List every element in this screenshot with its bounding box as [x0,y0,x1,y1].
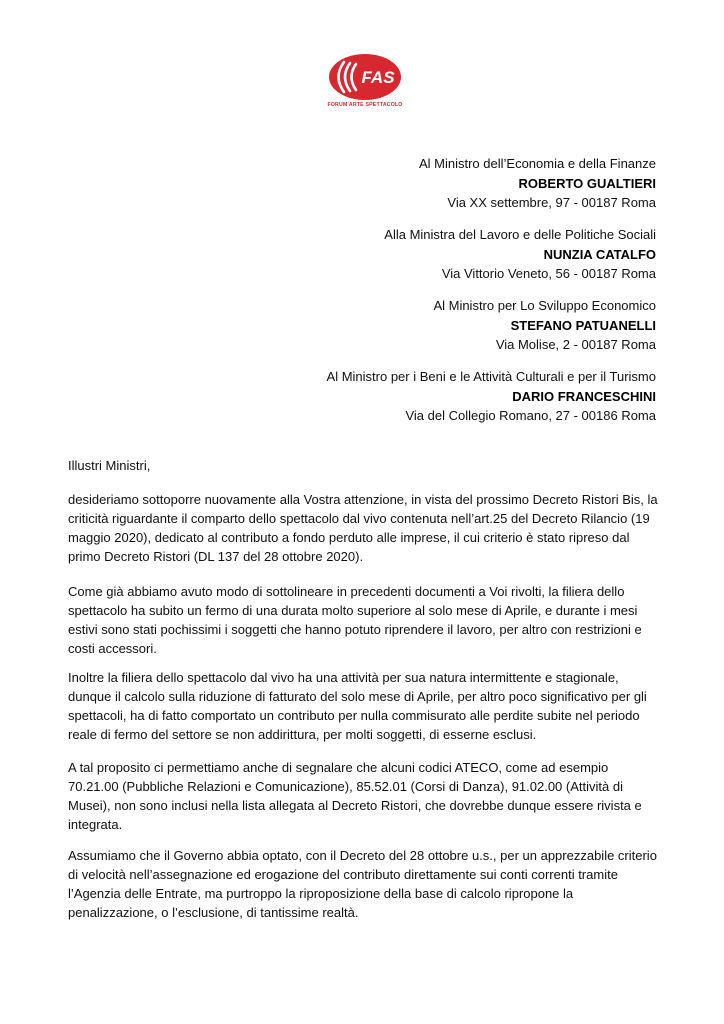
fas-logo-icon [320,50,410,104]
recipient-address: Via Molise, 2 - 00187 Roma [495,337,656,352]
recipient-block-cultura [327,367,656,426]
recipient-block-sviluppo [433,296,656,355]
recipient-title: Al Ministro dell’Economia e della Finanze [418,156,656,171]
body-paragraph: Assumiamo che il Governo abbia optato, con il Decreto del 28 ottobre u.s., per un apprezzabile criterio di velocità nell’assegnazione ed erogazione del contributo direttamente sui conti correnti tramite l’Agenzia delle Entrate, ma purtroppo la riproposizione della base di calcolo ripropone la penalizzazione, o l’esclusione, di tantissime realtà. [68,848,657,920]
fas-logo [320,50,410,116]
logo-caption: FORUM ARTE SPETTACOLO [327,102,403,108]
recipient-block-lavoro [384,225,656,284]
recipient-address: Via del Collegio Romano, 27 - 00186 Roma [405,408,656,423]
recipient-address: Via Vittorio Veneto, 56 - 00187 Roma [441,266,656,281]
recipient-address: Via XX settembre, 97 - 00187 Roma [447,195,656,210]
body-paragraph: A tal proposito ci permettiamo anche di segnalare che alcuni codici ATECO, come ad esempio 70.21.00 (Pubbliche Relazioni e Comunicazione), 85.52.01 (Corsi di Danza), 91.02.00 (Attività di Musei), non sono inclusi nella lista allegata al Decreto Ristori, che dovrebbe dunque essere rivista e integrata. [68,760,642,832]
recipient-title: Al Ministro per Lo Sviluppo Economico [433,298,656,313]
body-paragraph: Come già abbiamo avuto modo di sottolineare in precedenti documenti a Voi rivolti, la filiera dello spettacolo ha subito un fermo di una durata molto superiore al solo mese di Aprile, e durante i mesi estivi sono stati pochissimi i soggetti che hanno potuto riprendere il lavoro, per altro con restrizioni e costi accessori. [68,584,642,656]
recipient-block-economia [419,154,656,213]
recipient-name: NUNZIA CATALFO [543,246,656,262]
body-paragraph: Inoltre la filiera dello spettacolo dal vivo ha una attività per sua natura intermittente e stagionale, dunque il calcolo sulla riduzione di fatturato del solo mese di Aprile, per altro poco significativo per gli spettacoli, ha di fatto comportato un contributo per nulla commisurato alle perdite subite nel periodo reale di fermo del settore se non addirittura, per molti soggetti, di esserne esclusi. [68,670,647,742]
recipient-title: Alla Ministra del Lavoro e delle Politiche Sociali [384,227,656,242]
recipient-name: ROBERTO GUALTIERI [518,175,656,191]
recipient-name: STEFANO PATUANELLI [510,317,656,333]
logo-text: FAS [361,68,395,87]
body-paragraph: desideriamo sottoporre nuovamente alla Vostra attenzione, in vista del prossimo Decreto Ristori Bis, la criticità riguardante il comparto dello spettacolo dal vivo contenuta nell’art.25 del Decreto Rilancio (19 maggio 2020), dedicato al contributo a fondo perduto alle imprese, il cui criterio è stato ripreso dal primo Decreto Ristori (DL 137 del 28 ottobre 2020). [68,492,658,564]
recipient-title: Al Ministro per i Beni e le Attività Culturali e per il Turismo [326,369,656,384]
recipient-name: DARIO FRANCESCHINI [512,388,656,404]
salutation: Illustri Ministri, [68,458,151,473]
